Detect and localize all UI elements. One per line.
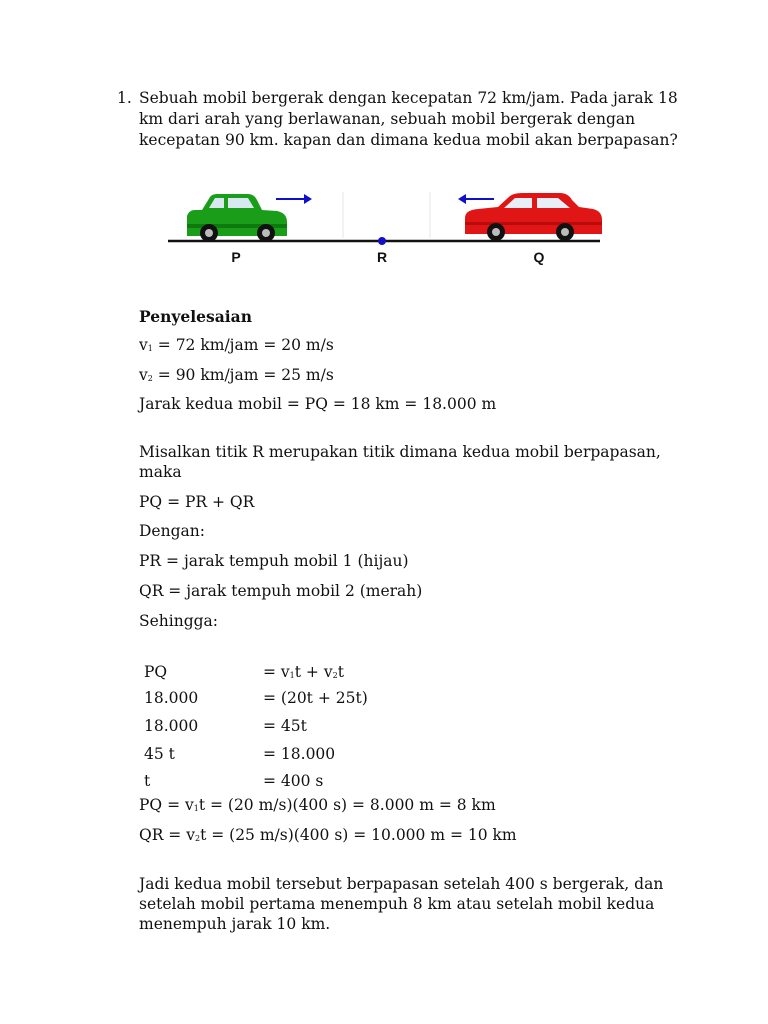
solution-title: Penyelesaian <box>139 307 252 326</box>
step-left: 18.000 <box>144 717 199 735</box>
distance-line: Jarak kedua mobil = PQ = 18 km = 18.000 m <box>139 395 497 413</box>
green-car-icon <box>187 194 287 242</box>
step-left: 18.000 <box>144 689 199 707</box>
step-right: = 45t <box>263 717 307 735</box>
with-line: Dengan: <box>139 522 205 540</box>
eq-sum-line: PQ = PR + QR <box>139 493 255 511</box>
point-r-dot <box>378 237 386 245</box>
qr-definition: QR = jarak tempuh mobil 2 (merah) <box>139 582 423 600</box>
step-right: = 400 s <box>263 772 324 790</box>
assume-line-2: maka <box>139 463 182 481</box>
v1-line: $v_1 = 72$ km/jam = 20 m/s <box>139 336 334 354</box>
pr-definition: PR = jarak tempuh mobil 1 (hijau) <box>139 552 409 570</box>
problem-line-1: Sebuah mobil bergerak dengan kecepatan 72 km/jam. Pada jarak 18 <box>139 89 678 107</box>
step-left: 45 t <box>144 745 175 763</box>
problem-number: 1. <box>117 89 132 107</box>
step-right: = (20t + 25t) <box>263 689 368 707</box>
step-left: PQ <box>144 663 168 681</box>
step-left: t <box>144 772 151 790</box>
assume-line-1: Misalkan titik R merupakan titik dimana kedua mobil berpapasan, <box>139 443 661 461</box>
red-car-icon <box>465 193 602 241</box>
label-p: P <box>231 249 241 265</box>
car-diagram <box>160 180 610 270</box>
step-right: = 18.000 <box>263 745 336 763</box>
pq-result-line: PQ = $v_1t = (20$ m/s)(400 s) = 8.000 m = 8 km <box>139 796 496 814</box>
conclusion-line-2: setelah mobil pertama menempuh 8 km atau setelah mobil kedua <box>139 895 655 913</box>
step-right: = $v_1t + v_2t$ <box>263 663 344 681</box>
problem-line-2: km dari arah yang berlawanan, sebuah mobil bergerak dengan <box>139 110 636 128</box>
conclusion-line-3: menempuh jarak 10 km. <box>139 915 331 933</box>
v2-line: $v_2 = 90$ km/jam = 25 m/s <box>139 366 334 384</box>
so-line: Sehingga: <box>139 612 219 630</box>
label-q: Q <box>533 249 545 265</box>
arrow-right-icon <box>276 194 312 204</box>
problem-line-3: kecepatan 90 km. kapan dan dimana kedua mobil akan berpapasan? <box>139 131 678 149</box>
qr-result-line: QR = $v_2t = (25$ m/s)(400 s) = 10.000 m = 10 km <box>139 826 517 844</box>
conclusion-line-1: Jadi kedua mobil tersebut berpapasan setelah 400 s bergerak, dan <box>139 875 664 893</box>
arrow-left-icon <box>458 194 494 204</box>
label-r: R <box>376 249 388 265</box>
